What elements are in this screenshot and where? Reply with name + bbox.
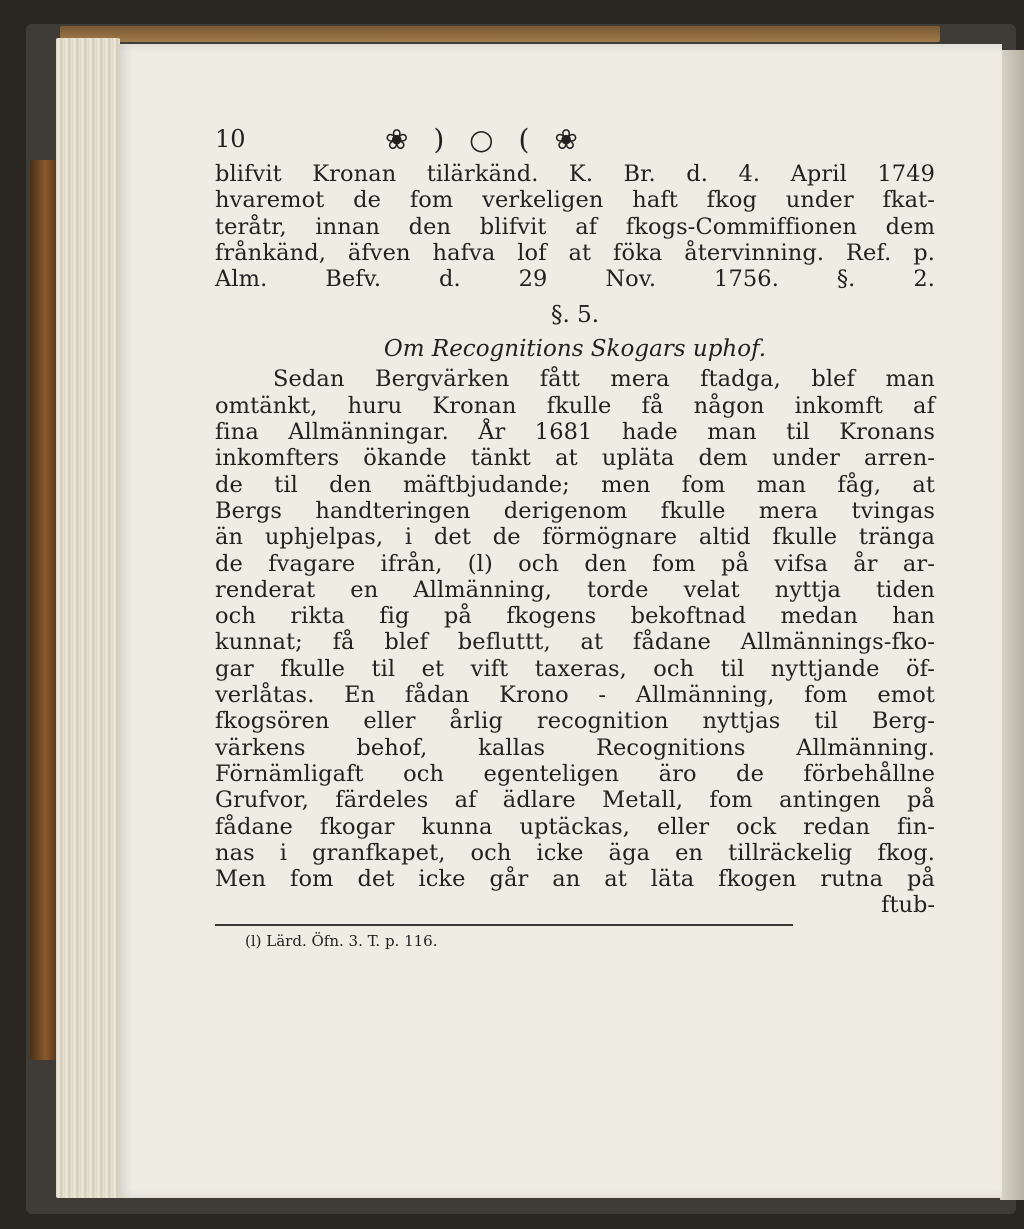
text-line: Grufvor, färdeles af ädlare Metall, fom antingen på [215,787,935,814]
text-line: inkomfters ökande tänkt at upläta dem under arren- [215,445,935,472]
text-line: än uphjelpas, i det de förmögnare altid fkulle tränga [215,524,935,551]
footnote: (l) Lärd. Öfn. 3. T. p. 116. [245,932,438,951]
paragraph-1 [215,161,935,292]
text-line: Men fom det icke går an at läta fkogen rutna på [215,866,935,893]
book-cover-top-edge [60,26,940,42]
text-line: Förnämligaft och egenteligen äro de förbehållne [215,760,935,787]
text-line: de til den mäftbjudande; men fom man fåg, at [215,471,935,498]
catchword: ftub- [881,892,935,919]
page-text [215,125,935,950]
text-line: Alm. Befv. d. 29 Nov. 1756. §. 2. [215,266,935,293]
text-line: gar fkulle til et vift taxeras, och til nyttjande öf- [215,655,935,682]
text-line: renderat en Allmänning, torde velat nyttja tiden [215,576,935,603]
text-line: kunnat; få blef befluttt, at fådane Allmännings-fko- [215,629,935,656]
text-line: verlåtas. En fådan Krono - Allmänning, fom emot [215,682,935,709]
text-line: hvaremot de fom verkeligen haft fkog under fkat- [215,187,935,214]
text-line: nas i granfkapet, och icke äga en tillräckelig fkog. [215,839,935,866]
page-number: 10 [215,125,246,153]
text-line: frånkänd, äfven hafva lof at föka återvinning. Ref. p. [215,239,935,266]
book-spine-edge [30,160,56,1060]
section-mark: §. 5. [550,302,600,329]
facing-page-edge [1000,50,1024,1200]
text-line: omtänkt, huru Kronan fkulle få någon inkomft af [215,392,935,419]
text-line: värkens behof, kallas Recognitions Allmänning. [215,734,935,761]
text-line: fådane fkogar kunna uptäckas, eller ock redan fin- [215,813,935,840]
text-line: teråtr, innan den blifvit af fkogs-Commiffionen dem [215,213,935,240]
text-line: Sedan Bergvärken fått mera ftadga, blef man [273,366,935,393]
text-line: Bergs handteringen derigenom fkulle mera tvingas [215,497,935,524]
page-header [215,125,935,161]
text-line: blifvit Kronan tilärkänd. K. Br. d. 4. April 1749 [215,161,935,187]
text-line: och rikta fig på fkogens bekoftnad medan han [215,603,935,630]
footnote-rule [215,924,793,926]
text-line: fina Allmänningar. År 1681 hade man til Kronans [215,419,935,446]
header-ornament: ❀ ) ○ ( ❀ [385,123,586,156]
section-title: Om Recognitions Skogars uphof. [383,336,767,363]
text-line: fkogsören eller årlig recognition nyttjas til Berg- [215,708,935,735]
paragraph-2 [215,366,935,892]
page-stack-left [56,38,120,1198]
text-line: de fvagare ifrån, (l) och den fom på vifsa år ar- [215,550,935,577]
